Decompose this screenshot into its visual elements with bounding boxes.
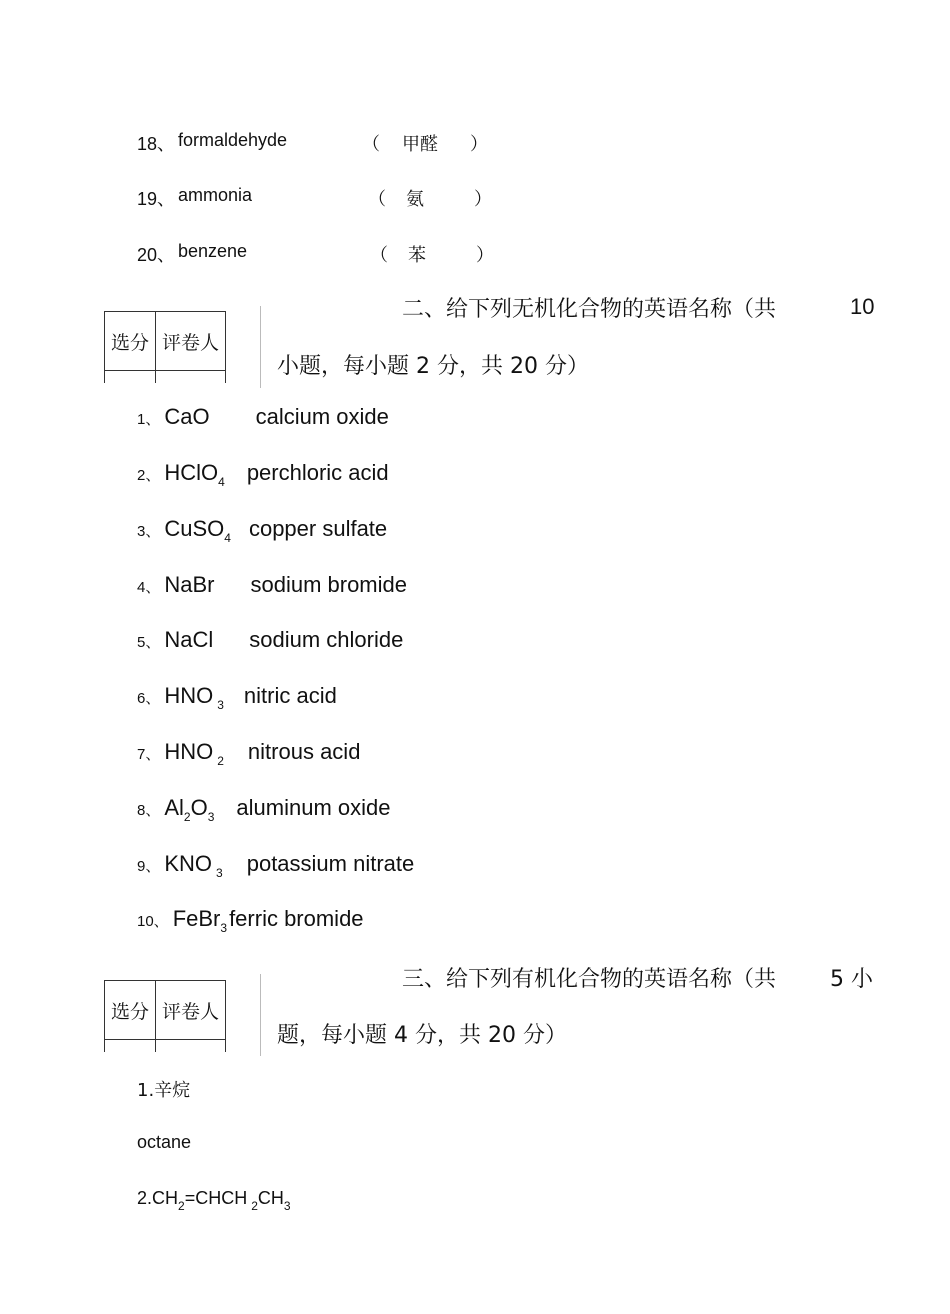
item-number: 20、 [137, 245, 176, 265]
section-2-heading-cont: 小题，每小题 2 分，共 20 分） [277, 354, 589, 379]
score-grader-box [104, 311, 226, 383]
paren-close: ） [470, 134, 488, 155]
compound-name: calcium oxide [255, 404, 389, 429]
compound-name: aluminum oxide [236, 795, 391, 820]
grader-cell [156, 371, 226, 384]
subscript: 2 [178, 1199, 185, 1213]
chinese-term: 氨 [406, 189, 424, 210]
score-label: 选分 [105, 981, 156, 1040]
subscript: 4 [224, 531, 231, 545]
section-3-heading: 三、给下列有机化合物的英语名称（共 [402, 967, 777, 992]
subscript: 2 [183, 810, 191, 824]
subscript: 4 [218, 475, 225, 489]
paren-open: （ [368, 189, 386, 210]
item-number: 19、 [137, 189, 176, 209]
item-number: 6、 [137, 690, 161, 707]
paren-open: （ [362, 134, 380, 155]
formula: CaO [164, 404, 210, 429]
score-cell [105, 1040, 156, 1053]
section-3-count: 5 小 [830, 967, 873, 992]
compound-name: nitric acid [243, 683, 337, 708]
list-item [137, 851, 414, 880]
english-term: formaldehyde [178, 130, 288, 150]
formula: NaBr [164, 572, 215, 597]
compound-name: copper sulfate [248, 516, 388, 541]
list-item [137, 404, 389, 430]
list-item [137, 683, 337, 712]
section-2-heading: 二、给下列无机化合物的英语名称（共 [402, 297, 777, 322]
paren-close: ） [474, 189, 492, 210]
list-item [137, 516, 387, 545]
paren-close: ） [476, 245, 494, 266]
formula: HNO [164, 683, 214, 708]
score-cell [105, 371, 156, 384]
subscript: 2 [251, 1199, 258, 1213]
grader-label: 评卷人 [156, 981, 226, 1040]
divider [260, 974, 261, 1056]
formula-part: CH [257, 1188, 284, 1208]
formula: HClO [164, 460, 219, 485]
list-item [137, 572, 407, 598]
subscript: 3 [216, 866, 223, 880]
formula: CuSO [164, 516, 225, 541]
compound-name: ferric bromide [229, 906, 364, 931]
divider [260, 306, 261, 388]
item-number: 4、 [137, 579, 161, 596]
compound-name: sodium bromide [250, 572, 407, 597]
compound-name: nitrous acid [247, 739, 361, 764]
english-term: ammonia [178, 185, 253, 205]
grader-cell [156, 1040, 226, 1053]
paren-open: （ [370, 245, 388, 266]
score-label: 选分 [105, 312, 156, 371]
list-item [137, 460, 389, 489]
formula: O [190, 795, 208, 820]
compound-name: perchloric acid [246, 460, 389, 485]
formula: KNO [164, 851, 213, 876]
list-item [137, 906, 364, 935]
formula-part: =CHCH [184, 1188, 248, 1208]
list-item [137, 627, 403, 653]
subscript: 3 [217, 698, 224, 712]
item-number: 3、 [137, 523, 161, 540]
formula: FeBr [172, 906, 221, 931]
section-3-heading-cont: 题，每小题 4 分，共 20 分） [277, 1023, 567, 1048]
list-item [137, 739, 360, 768]
chinese-term: 苯 [408, 245, 426, 266]
formula: HNO [164, 739, 214, 764]
item-number: 5、 [137, 634, 161, 651]
subscript: 3 [207, 810, 215, 824]
subscript: 2 [217, 754, 224, 768]
grader-label: 评卷人 [156, 312, 226, 371]
item-number: 8、 [137, 802, 161, 819]
question-1-answer: octane [137, 1132, 192, 1152]
subscript: 3 [283, 1199, 291, 1213]
item-number: 9、 [137, 858, 161, 875]
item-number: 10、 [137, 913, 169, 930]
subscript: 3 [220, 921, 228, 935]
question-2-formula [137, 1188, 291, 1213]
section-2-count: 10 [850, 294, 875, 319]
formula: Al [164, 795, 184, 820]
chinese-term: 甲醛 [402, 134, 438, 155]
compound-name: potassium nitrate [246, 851, 415, 876]
item-number: 2、 [137, 467, 161, 484]
question-1-label: 1.辛烷 [137, 1080, 191, 1101]
item-number: 1、 [137, 411, 161, 428]
score-grader-box [104, 980, 226, 1052]
list-item [137, 795, 390, 824]
formula-part: 2.CH [137, 1188, 179, 1208]
english-term: benzene [178, 241, 248, 261]
item-number: 18、 [137, 134, 176, 154]
compound-name: sodium chloride [249, 627, 404, 652]
item-number: 7、 [137, 746, 161, 763]
formula: NaCl [164, 627, 214, 652]
